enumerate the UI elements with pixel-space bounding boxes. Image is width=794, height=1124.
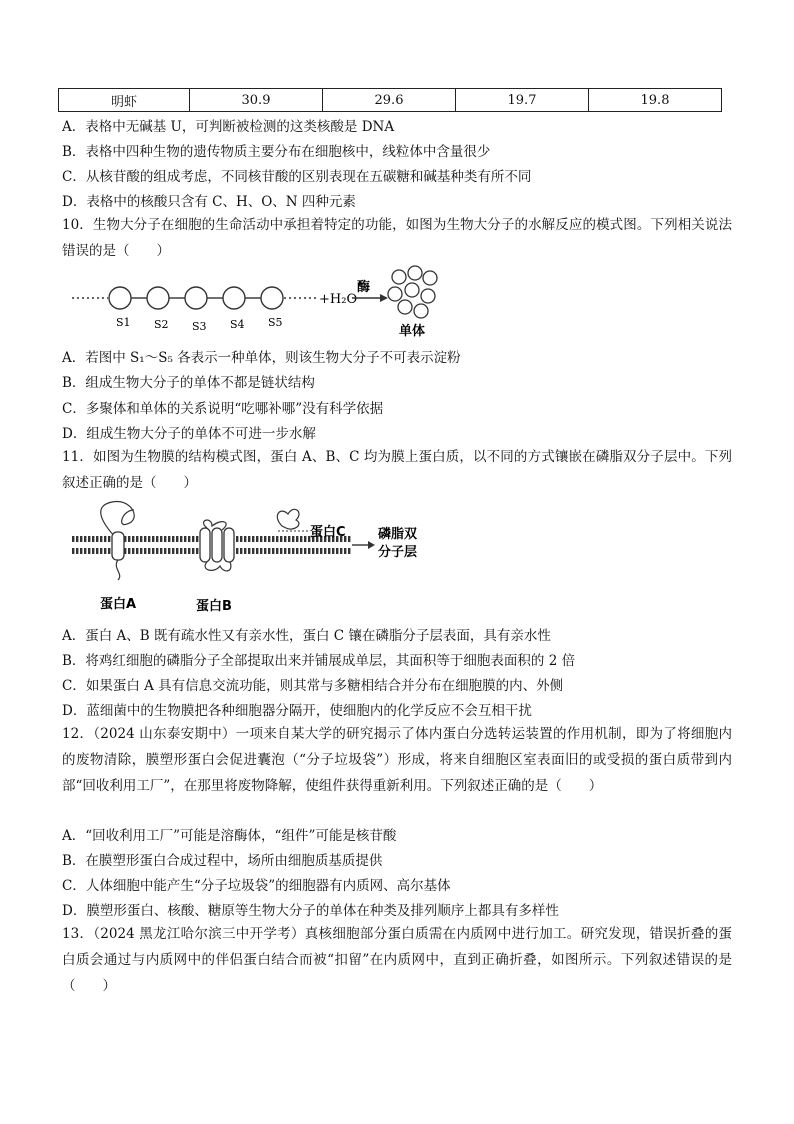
q10-stem: 10．生物大分子在细胞的生命活动中承担着特定的功能，如图为生物大分子的水解反应的模式图。下列相关说法错误的是（ ）: [62, 217, 732, 259]
enzyme-label: 酶: [357, 280, 371, 295]
monomer-s5: [261, 287, 283, 309]
label-s2: S2: [154, 318, 169, 331]
protein-c-label: 蛋白C: [310, 525, 346, 540]
q12-option-b: B．在膜塑形蛋白合成过程中，场所由细胞质基质提供: [62, 853, 383, 869]
q9-option-d: D．表格中的核酸只含有 C、H、O、N 四种元素: [62, 194, 356, 210]
monomer-label: 单体: [399, 324, 426, 339]
label-s5: S5: [268, 316, 283, 329]
table-cell: 29.6: [323, 89, 456, 112]
q10-option-d: D．组成生物大分子的单体不可进一步水解: [62, 426, 316, 442]
monomer-s1: [109, 287, 131, 309]
monomer-s4: [223, 287, 245, 309]
q12-option-c: C．人体细胞中能产生“分子垃圾袋”的细胞器有内质网、高尔基体: [62, 878, 451, 894]
table-cell: 19.8: [589, 89, 722, 112]
q12-option-a: A．“回收利用工厂”可能是溶酶体，“组件”可能是核苷酸: [62, 828, 397, 844]
q10-option-b: B．组成生物大分子的单体不都是链状结构: [62, 375, 315, 391]
q9-option-b: B．表格中四种生物的遗传物质主要分布在细胞核中，线粒体中含量很少: [62, 144, 491, 160]
q12-option-d: D．膜塑形蛋白、核酸、糖原等生物大分子的单体在种类及排列顺序上都具有多样性: [62, 903, 559, 919]
q11-option-b: B．将鸡红细胞的磷脂分子全部提取出来并铺展成单层，其面积等于细胞表面积的 2 倍: [62, 653, 576, 669]
protein-b-label: 蛋白B: [196, 599, 232, 614]
q13-stem: 13．（2024 黑龙江哈尔滨三中开学考）真核细胞部分蛋白质需在内质网中进行加工。研究发现，错误折叠的蛋白质会通过与内质网中的伴侣蛋白结合而被“扣留”在内质网中，直到正确折叠，如图所示。下列叙述错误的是（ ）: [62, 926, 732, 994]
protein-c: [277, 509, 299, 529]
table-row: [59, 89, 722, 112]
q11-option-a: A．蛋白 A、B 既有疏水性又有亲水性，蛋白 C 镶在磷脂分子层表面，具有亲水性: [62, 628, 551, 644]
hydrolysis-diagram: [72, 263, 452, 341]
monomer-s3: [185, 287, 207, 309]
protein-b: [200, 528, 210, 562]
membrane-diagram: [72, 498, 432, 616]
table-cell: 19.7: [456, 89, 589, 112]
bilayer-label-1: 磷脂双: [378, 527, 418, 542]
water-label: +H₂O: [319, 292, 358, 307]
nucleotide-table: [58, 88, 722, 112]
q9-option-a: A．表格中无碱基 U，可判断被检测的这类核酸是 DNA: [62, 119, 395, 135]
label-s1: S1: [116, 316, 131, 329]
bilayer-label-2: 分子层: [378, 545, 418, 560]
table-cell: 明虾: [59, 89, 190, 112]
table-cell: 30.9: [190, 89, 323, 112]
q11-stem: 11．如图为生物膜的结构模式图，蛋白 A、B、C 均为膜上蛋白质，以不同的方式镶嵌在磷脂双分子层中。下列叙述正确的是（ ）: [62, 449, 732, 491]
q11-option-d: D．蓝细菌中的生物膜把各种细胞器分隔开，使细胞内的化学反应不会互相干扰: [62, 703, 532, 719]
protein-a: [112, 532, 124, 560]
q9-option-c: C．从核苷酸的组成考虑，不同核苷酸的区别表现在五碳糖和碱基种类有所不同: [62, 169, 532, 185]
q11-option-c: C．如果蛋白 A 具有信息交流功能，则其常与多糖相结合并分布在细胞膜的内、外侧: [62, 678, 564, 694]
label-s3: S3: [192, 320, 207, 333]
q10-option-c: C．多聚体和单体的关系说明“吃哪补哪”没有科学依据: [62, 401, 384, 417]
label-s4: S4: [230, 318, 245, 331]
protein-a-label: 蛋白A: [100, 597, 137, 612]
q12-stem: 12．（2024 山东泰安期中）一项来自某大学的研究揭示了体内蛋白分选转运装置的作用机制，即为了将细胞内的废物清除，膜塑形蛋白会促进囊泡（“分子垃圾袋”）形成，将来自细胞区室表面旧的或受损的蛋白质带到内部“回收利用工厂”，在那里将废物降解，使组件获得重新利用。下列叙述正确的是（ ）: [62, 726, 732, 794]
monomer-s2: [147, 287, 169, 309]
q10-option-a: A．若图中 S₁～S₅ 各表示一种单体，则该生物大分子不可表示淀粉: [62, 350, 461, 366]
